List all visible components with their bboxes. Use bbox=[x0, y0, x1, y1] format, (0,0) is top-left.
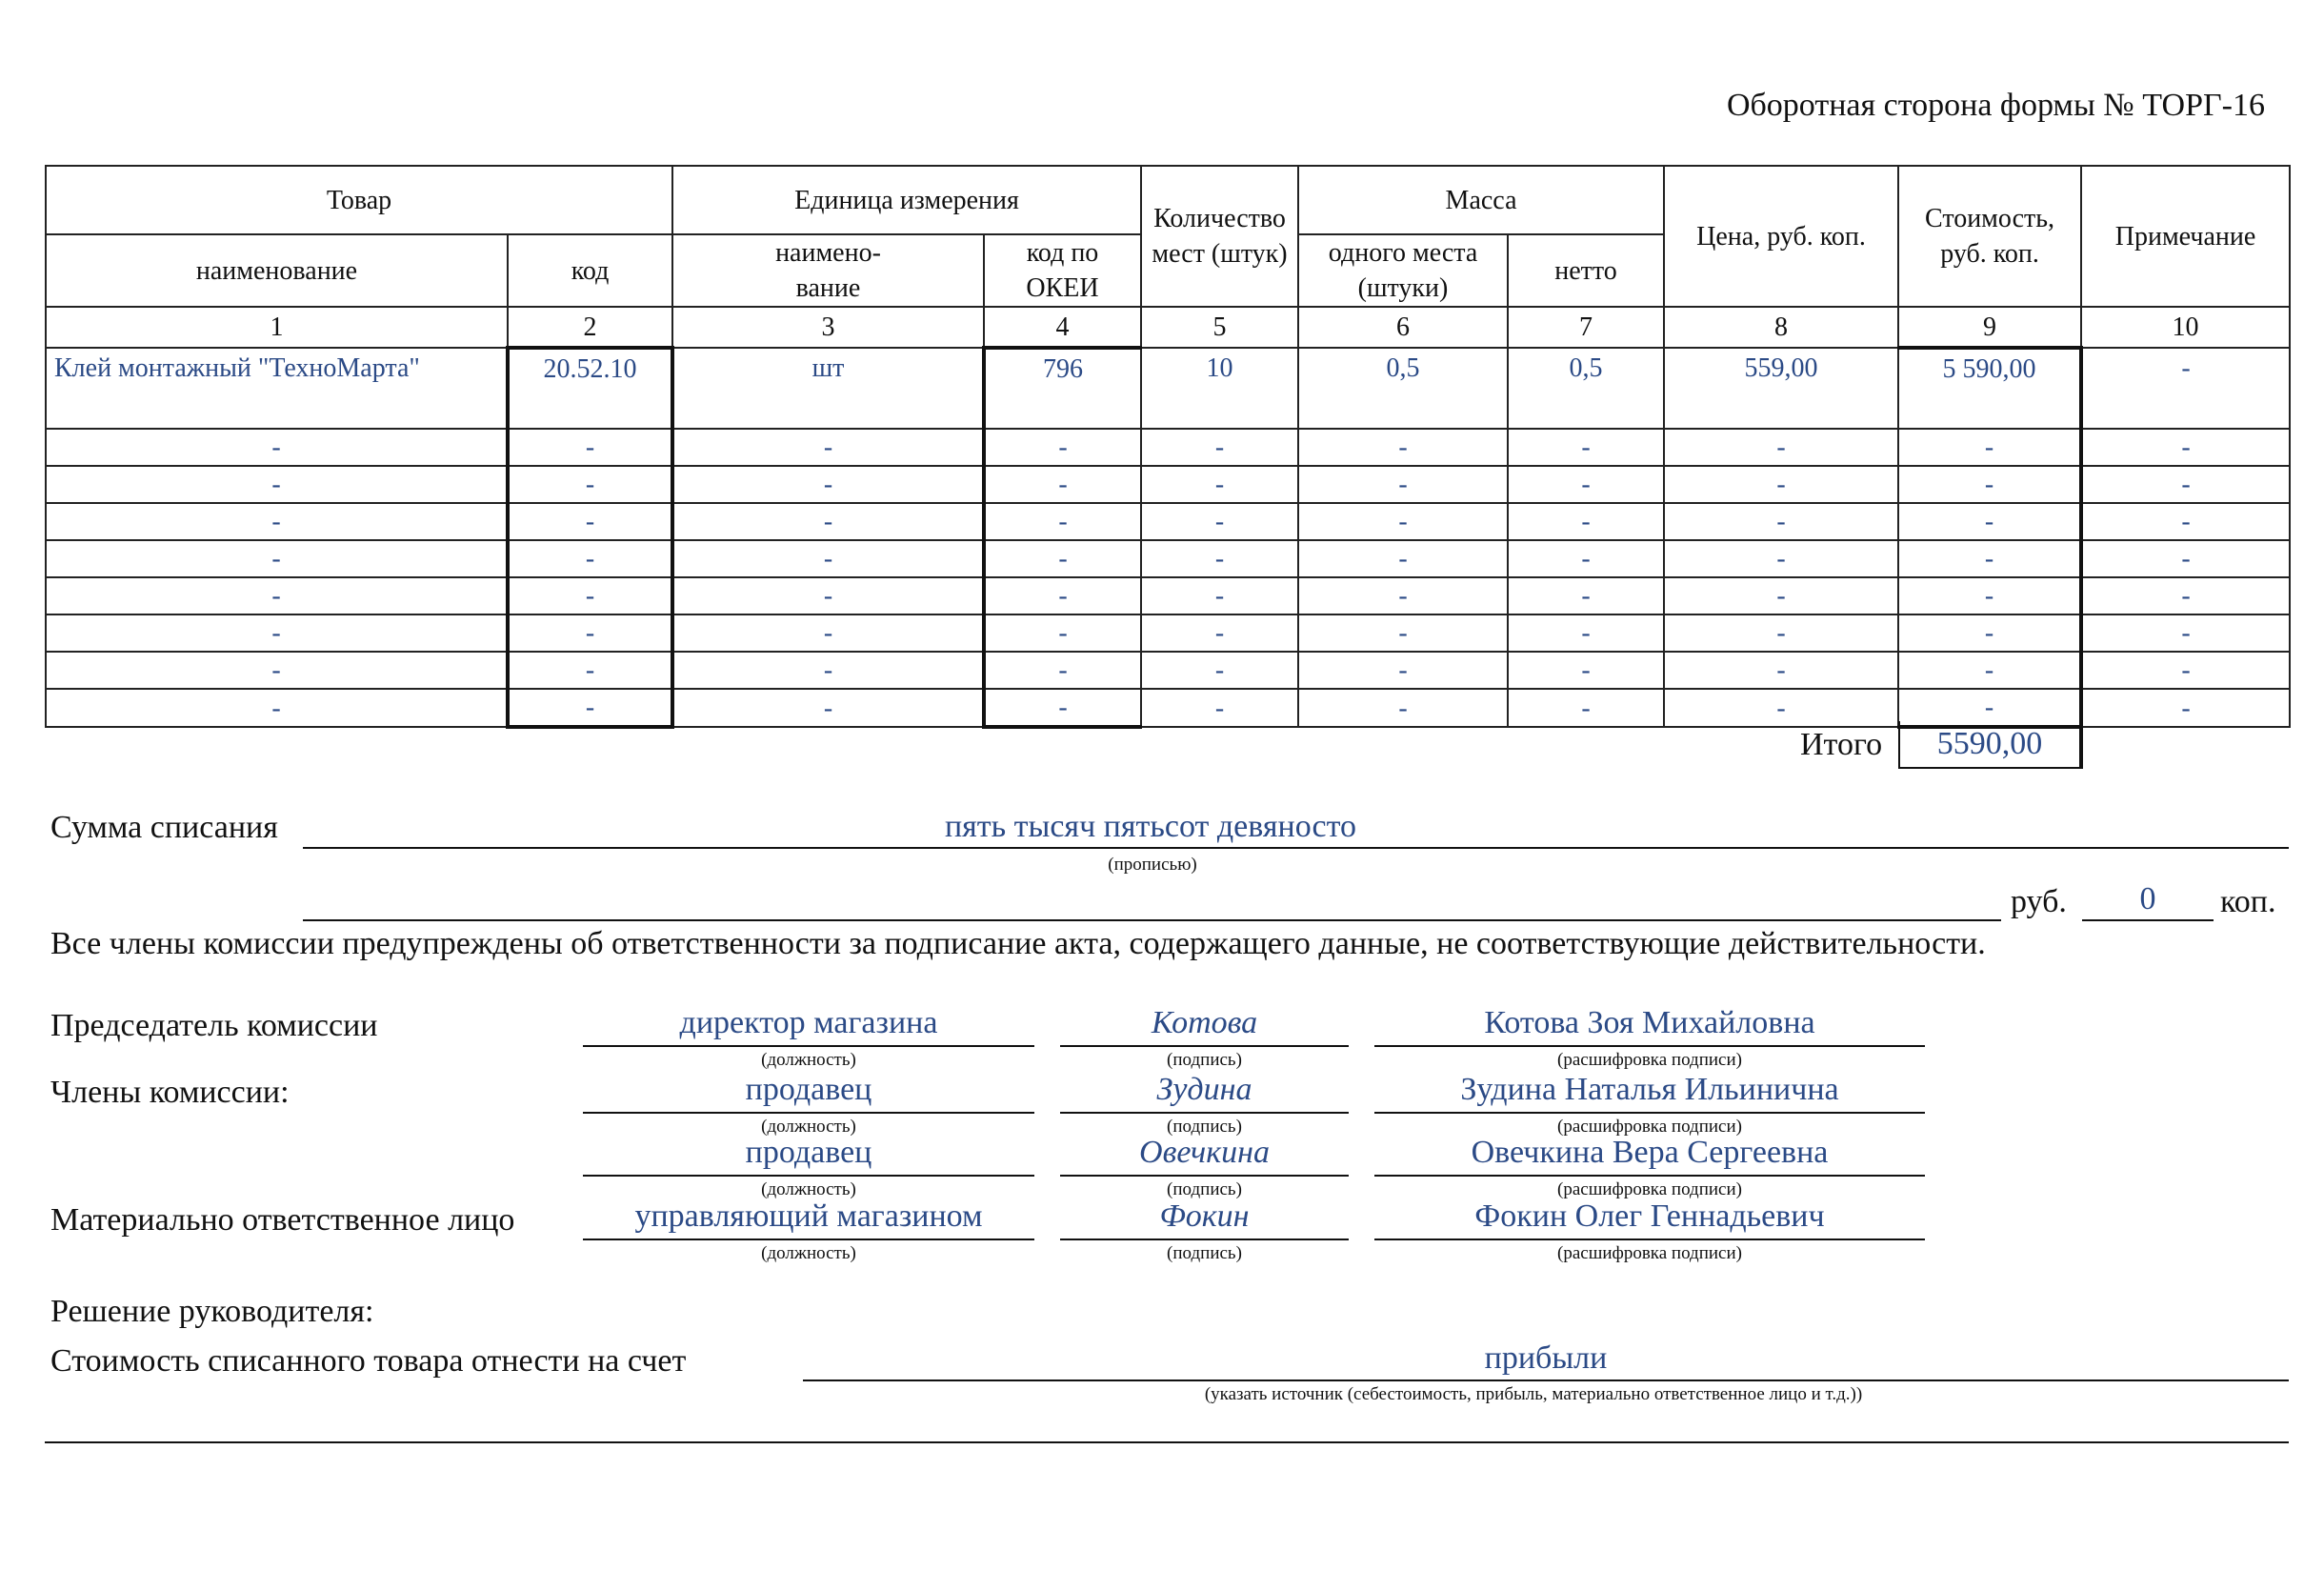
table-cell: - bbox=[672, 689, 984, 727]
caption-decode: (расшифровка подписи) bbox=[1557, 1179, 1742, 1199]
table-cell: - bbox=[508, 466, 672, 503]
signature-signature: Овечкина bbox=[1139, 1135, 1270, 1170]
table-cell: - bbox=[1141, 429, 1298, 466]
chair-label: Председатель комиссии bbox=[50, 1008, 378, 1043]
signature-line bbox=[583, 1175, 1034, 1177]
kop-label: коп. bbox=[2220, 884, 2276, 919]
table-cell: - bbox=[1664, 429, 1898, 466]
signature-line bbox=[1060, 1045, 1349, 1047]
caption-position: (должность) bbox=[761, 1050, 856, 1070]
table-cell: - bbox=[1298, 466, 1508, 503]
header-naimenovanie: наименование bbox=[46, 234, 508, 307]
header-kolichestvo: Количество мест (штук) bbox=[1141, 166, 1298, 307]
header-stoimost: Стоимость, руб. коп. bbox=[1898, 166, 2081, 307]
header-edinica: Единица измерения bbox=[672, 166, 1141, 234]
table-cell: 0,5 bbox=[1298, 348, 1508, 429]
total-label: Итого bbox=[1800, 727, 1883, 762]
table-cell: - bbox=[508, 503, 672, 540]
warning-text: Все члены комиссии предупреждены об ответственности за подписание акта, содержащего данные, не соответствующие действительности. bbox=[50, 926, 1986, 961]
table-cell: 20.52.10 bbox=[508, 348, 672, 429]
table-cell: - bbox=[1664, 614, 1898, 652]
signature-name: Овечкина Вера Сергеевна bbox=[1471, 1135, 1829, 1170]
writeoff-line-2 bbox=[303, 919, 2001, 921]
table-cell: - bbox=[1508, 689, 1664, 727]
signature-line bbox=[1060, 1112, 1349, 1114]
signature-line bbox=[1374, 1112, 1925, 1114]
table-row bbox=[46, 429, 2290, 466]
signature-line bbox=[583, 1045, 1034, 1047]
bottom-rule bbox=[45, 1441, 2289, 1443]
caption-signature: (подпись) bbox=[1167, 1117, 1242, 1137]
table-cell: 796 bbox=[984, 348, 1141, 429]
table-cell: - bbox=[1141, 689, 1298, 727]
kop-value: 0 bbox=[2139, 881, 2156, 916]
table-cell: - bbox=[1898, 652, 2081, 689]
header-netto: нетто bbox=[1508, 234, 1664, 307]
header-tovar: Товар bbox=[46, 166, 672, 234]
table-cell: - bbox=[2081, 466, 2290, 503]
table-cell: - bbox=[984, 689, 1141, 727]
table-cell: шт bbox=[672, 348, 984, 429]
table-cell: - bbox=[508, 429, 672, 466]
table-cell: - bbox=[672, 652, 984, 689]
table-cell: - bbox=[1141, 577, 1298, 614]
signature-line bbox=[1374, 1175, 1925, 1177]
header-kod: код bbox=[508, 234, 672, 307]
table-cell: 10 bbox=[1141, 348, 1298, 429]
col-number: 8 bbox=[1664, 307, 1898, 348]
table-cell: - bbox=[672, 503, 984, 540]
table-cell: - bbox=[672, 577, 984, 614]
table-cell: - bbox=[984, 429, 1141, 466]
table-cell: - bbox=[1298, 429, 1508, 466]
table-row bbox=[46, 540, 2290, 577]
table-cell: - bbox=[1298, 577, 1508, 614]
members-label: Члены комиссии: bbox=[50, 1075, 290, 1110]
total-value: 5590,00 bbox=[1898, 721, 2083, 769]
caption-decode: (расшифровка подписи) bbox=[1557, 1050, 1742, 1070]
table-cell: - bbox=[1664, 652, 1898, 689]
caption-signature: (подпись) bbox=[1167, 1243, 1242, 1263]
table-cell: - bbox=[1508, 652, 1664, 689]
signature-signature: Зудина bbox=[1156, 1072, 1252, 1107]
decision-label: Решение руководителя: bbox=[50, 1294, 374, 1329]
table-cell: - bbox=[46, 503, 508, 540]
goods-table bbox=[45, 165, 2291, 729]
table-cell: - bbox=[1898, 577, 2081, 614]
signature-line bbox=[1374, 1239, 1925, 1240]
table-cell: - bbox=[508, 689, 672, 727]
header-primechanie: Примечание bbox=[2081, 166, 2290, 307]
table-cell: - bbox=[984, 466, 1141, 503]
table-cell: - bbox=[508, 540, 672, 577]
signature-line bbox=[583, 1239, 1034, 1240]
table-cell: - bbox=[1898, 503, 2081, 540]
table-cell: - bbox=[984, 652, 1141, 689]
table-cell: - bbox=[2081, 503, 2290, 540]
col-number: 7 bbox=[1508, 307, 1664, 348]
header-cena: Цена, руб. коп. bbox=[1664, 166, 1898, 307]
table-row bbox=[46, 614, 2290, 652]
col-number: 2 bbox=[508, 307, 672, 348]
signature-line bbox=[1060, 1239, 1349, 1240]
header-massa: Масса bbox=[1298, 166, 1664, 234]
writeoff-line bbox=[303, 847, 2289, 849]
table-cell: - bbox=[1141, 466, 1298, 503]
signature-line bbox=[583, 1112, 1034, 1114]
col-number: 9 bbox=[1898, 307, 2081, 348]
table-cell: - bbox=[46, 577, 508, 614]
table-row bbox=[46, 577, 2290, 614]
table-cell: - bbox=[1141, 652, 1298, 689]
responsible-label: Материально ответственное лицо bbox=[50, 1202, 515, 1238]
table-cell: 5 590,00 bbox=[1898, 348, 2081, 429]
account-label: Стоимость списанного товара отнести на счет bbox=[50, 1343, 687, 1379]
table-cell: - bbox=[1298, 614, 1508, 652]
table-cell: - bbox=[46, 652, 508, 689]
table-cell: - bbox=[1141, 540, 1298, 577]
writeoff-label: Сумма списания bbox=[50, 810, 278, 845]
signature-signature: Котова bbox=[1151, 1005, 1258, 1040]
col-number: 4 bbox=[984, 307, 1141, 348]
table-cell: - bbox=[1664, 689, 1898, 727]
signature-signature: Фокин bbox=[1159, 1198, 1250, 1234]
table-cell: - bbox=[1508, 614, 1664, 652]
caption-decode: (расшифровка подписи) bbox=[1557, 1117, 1742, 1137]
signature-position: продавец bbox=[745, 1135, 872, 1170]
header-naimenovanie-unit: наимено-вание bbox=[672, 234, 984, 307]
table-cell: - bbox=[1898, 429, 2081, 466]
table-cell: Клей монтажный "ТехноМарта" bbox=[46, 348, 508, 429]
rub-label: руб. bbox=[2011, 884, 2067, 919]
table-cell: - bbox=[1508, 540, 1664, 577]
signature-line bbox=[1374, 1045, 1925, 1047]
table-cell: - bbox=[46, 614, 508, 652]
signature-position: управляющий магазином bbox=[634, 1198, 983, 1234]
header-odnogo-mesta: одного места (штуки) bbox=[1298, 234, 1508, 307]
table-cell: - bbox=[2081, 429, 2290, 466]
table-cell: - bbox=[1141, 503, 1298, 540]
table-cell: - bbox=[508, 577, 672, 614]
table-cell: - bbox=[2081, 540, 2290, 577]
table-cell: - bbox=[1508, 466, 1664, 503]
table-cell: - bbox=[2081, 689, 2290, 727]
table-cell: 0,5 bbox=[1508, 348, 1664, 429]
table-cell: - bbox=[984, 577, 1141, 614]
table-cell: - bbox=[1508, 577, 1664, 614]
account-value: прибыли bbox=[1484, 1340, 1608, 1376]
writeoff-caption: (прописью) bbox=[1108, 855, 1197, 875]
signature-name: Котова Зоя Михайловна bbox=[1484, 1005, 1815, 1040]
signature-line bbox=[1060, 1175, 1349, 1177]
table-cell: - bbox=[2081, 348, 2290, 429]
table-cell: - bbox=[984, 540, 1141, 577]
table-cell: - bbox=[1298, 503, 1508, 540]
caption-decode: (расшифровка подписи) bbox=[1557, 1243, 1742, 1263]
table-cell: - bbox=[508, 652, 672, 689]
table-cell: - bbox=[672, 429, 984, 466]
table-cell: - bbox=[2081, 614, 2290, 652]
table-row bbox=[46, 503, 2290, 540]
table-cell: - bbox=[984, 614, 1141, 652]
col-number: 1 bbox=[46, 307, 508, 348]
table-cell: - bbox=[1298, 652, 1508, 689]
account-caption: (указать источник (себестоимость, прибыль, материально ответственное лицо и т.д.)) bbox=[1204, 1384, 1863, 1404]
header-kod-okei: код по ОКЕИ bbox=[984, 234, 1141, 307]
table-cell: - bbox=[672, 466, 984, 503]
table-cell: - bbox=[46, 540, 508, 577]
table-cell: - bbox=[508, 614, 672, 652]
table-cell: - bbox=[46, 429, 508, 466]
col-number: 6 bbox=[1298, 307, 1508, 348]
table-cell: - bbox=[1508, 503, 1664, 540]
form-title: Оборотная сторона формы № ТОРГ-16 bbox=[1726, 88, 2265, 123]
table-cell: - bbox=[1298, 689, 1508, 727]
table-row bbox=[46, 348, 2290, 429]
table-cell: - bbox=[1298, 540, 1508, 577]
table-cell: - bbox=[1898, 466, 2081, 503]
table-cell: - bbox=[1898, 689, 2081, 727]
caption-signature: (подпись) bbox=[1167, 1179, 1242, 1199]
signature-position: директор магазина bbox=[679, 1005, 938, 1040]
table-cell: - bbox=[984, 503, 1141, 540]
caption-position: (должность) bbox=[761, 1179, 856, 1199]
table-cell: - bbox=[1508, 429, 1664, 466]
table-cell: - bbox=[2081, 652, 2290, 689]
caption-position: (должность) bbox=[761, 1117, 856, 1137]
table-cell: - bbox=[2081, 577, 2290, 614]
table-cell: - bbox=[46, 466, 508, 503]
table-cell: - bbox=[1141, 614, 1298, 652]
table-cell: - bbox=[672, 540, 984, 577]
signature-name: Фокин Олег Геннадьевич bbox=[1474, 1198, 1825, 1234]
writeoff-value: пять тысяч пятьсот девяносто bbox=[944, 809, 1357, 844]
table-cell: - bbox=[46, 689, 508, 727]
table-cell: - bbox=[1898, 540, 2081, 577]
caption-signature: (подпись) bbox=[1167, 1050, 1242, 1070]
signature-position: продавец bbox=[745, 1072, 872, 1107]
table-cell: - bbox=[1664, 466, 1898, 503]
table-cell: - bbox=[1664, 503, 1898, 540]
col-number: 3 bbox=[672, 307, 984, 348]
col-number: 10 bbox=[2081, 307, 2290, 348]
table-cell: - bbox=[672, 614, 984, 652]
table-row bbox=[46, 466, 2290, 503]
table-row bbox=[46, 652, 2290, 689]
col-number: 5 bbox=[1141, 307, 1298, 348]
table-cell: - bbox=[1664, 540, 1898, 577]
account-line bbox=[803, 1380, 2289, 1381]
kop-line bbox=[2082, 919, 2214, 921]
signature-name: Зудина Наталья Ильинична bbox=[1460, 1072, 1839, 1107]
table-cell: 559,00 bbox=[1664, 348, 1898, 429]
table-cell: - bbox=[1898, 614, 2081, 652]
caption-position: (должность) bbox=[761, 1243, 856, 1263]
table-cell: - bbox=[1664, 577, 1898, 614]
